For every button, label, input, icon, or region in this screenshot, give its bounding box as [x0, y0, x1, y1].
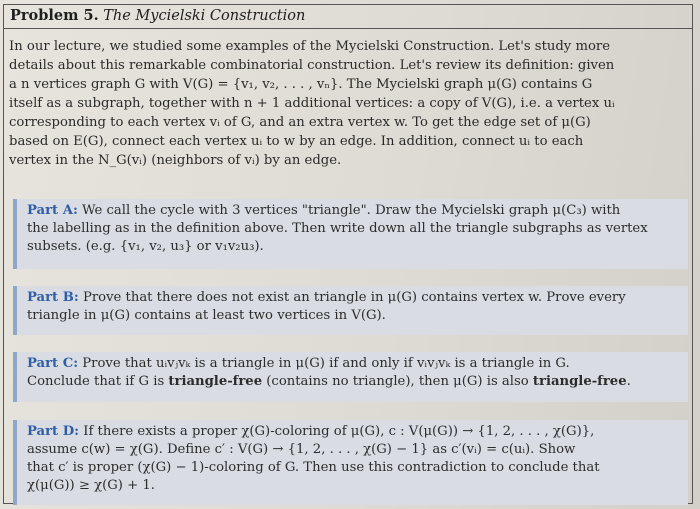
intro-line: itself as a subgraph, together with n + 1 additional vertices: a copy of V(G), i.e. a vertex uᵢ: [9, 96, 615, 111]
part-c-text: .: [626, 374, 631, 389]
part-a-text: We call the cycle with 3 vertices "triangle". Draw the Mycielski graph μ(C₃) with: [77, 203, 621, 218]
part-c-box: [13, 352, 688, 402]
problem-header: [3, 4, 693, 29]
part-d-box: [13, 420, 688, 505]
part-b-label: Part B:: [27, 290, 79, 305]
part-b-text: Prove that there does not exist an triangle in μ(G) contains vertex w. Prove every: [78, 290, 626, 305]
triangle-free-term: triangle-free: [168, 374, 263, 389]
intro-line: In our lecture, we studied some examples of the Mycielski Construction. Let's study more: [9, 39, 610, 54]
part-d-text: χ(μ(G)) ≥ χ(G) + 1.: [27, 478, 155, 493]
intro-line: details about this remarkable combinatorial construction. Let's review its definition: given: [9, 58, 615, 73]
intro-line: a n vertices graph G with V(G) = {v₁, v₂, . . . , vₙ}. The Mycielski graph μ(G) contains G: [9, 77, 593, 92]
problem-title: The Mycielski Construction: [103, 8, 306, 24]
part-a-text: the labelling as in the definition above. Then write down all the triangle subgraphs as vertex: [27, 221, 648, 236]
part-d-text: If there exists a proper χ(G)-coloring of μ(G), c : V(μ(G)) → {1, 2, . . . , χ(G)},: [79, 424, 595, 439]
triangle-free-term: triangle-free: [532, 374, 627, 389]
part-c-label: Part C:: [27, 356, 79, 371]
part-a-label: Part A:: [27, 203, 78, 218]
part-d-label: Part D:: [27, 424, 80, 439]
part-a-text: subsets. (e.g. {v₁, v₂, u₃} or v₁v₂u₃).: [27, 239, 264, 254]
part-b-box: [13, 286, 688, 335]
part-c-text: (contains no triangle), then μ(G) is also: [262, 374, 533, 389]
problem-label: Problem 5.: [10, 7, 99, 24]
intro-line: corresponding to each vertex vᵢ of G, and an extra vertex w. To get the edge set of μ(G): [9, 115, 591, 130]
part-a-box: [13, 199, 688, 269]
part-c-text: Prove that uᵢvⱼvₖ is a triangle in μ(G) if and only if vᵢvⱼvₖ is a triangle in G.: [78, 356, 570, 371]
intro-line: vertex in the N_G(vᵢ) (neighbors of vᵢ) by an edge.: [9, 153, 342, 168]
intro-paragraph: [9, 37, 685, 170]
part-d-text: that c′ is proper (χ(G) − 1)-coloring of G. Then use this contradiction to conclude that: [27, 460, 600, 475]
intro-line: based on E(G), connect each vertex uᵢ to w by an edge. In addition, connect uᵢ to each: [9, 134, 584, 149]
part-b-text: triangle in μ(G) contains at least two vertices in V(G).: [27, 308, 386, 323]
part-c-text: Conclude that if G is: [27, 374, 169, 389]
part-d-text: assume c(w) = χ(G). Define c′ : V(G) → {1, 2, . . . , χ(G) − 1} as c′(vᵢ) = c(uᵢ). Show: [27, 442, 576, 457]
